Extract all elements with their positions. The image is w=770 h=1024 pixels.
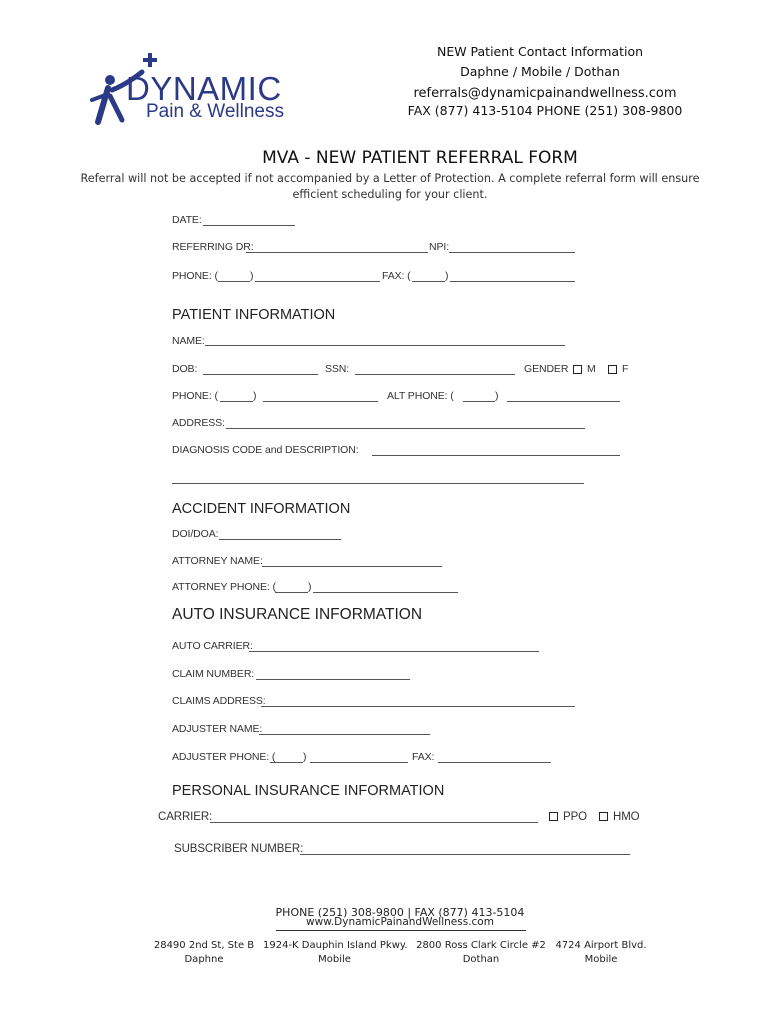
alt-phone-area-field[interactable] xyxy=(463,401,495,402)
hmo-label: HMO xyxy=(613,811,640,823)
claim-number-label: CLAIM NUMBER: xyxy=(172,668,255,680)
ppo-option[interactable] xyxy=(549,811,587,823)
gender-m-checkbox-icon[interactable] xyxy=(573,365,582,374)
form-note-line1: Referral will not be accepted if not accompanied by a Letter of Protection. A complete referral form will ensure xyxy=(80,172,700,185)
personal-carrier-field[interactable] xyxy=(210,822,538,823)
header-contact-title: NEW Patient Contact Information xyxy=(436,44,644,59)
ssn-label: SSN: xyxy=(325,363,350,375)
address-label: ADDRESS: xyxy=(172,417,225,429)
header-email[interactable]: referrals@dynamicpainandwellness.com xyxy=(413,86,677,101)
referral-phone-close: ) xyxy=(250,270,254,282)
patient-name-label: NAME: xyxy=(172,335,205,347)
adjuster-phone-close: ) xyxy=(303,751,307,763)
date-field[interactable] xyxy=(203,225,295,226)
attorney-phone-close: ) xyxy=(308,581,312,593)
patient-phone-field[interactable] xyxy=(263,401,378,402)
address-field[interactable] xyxy=(226,428,585,429)
diagnosis-field[interactable] xyxy=(372,455,620,456)
adjuster-fax-field[interactable] xyxy=(438,762,551,763)
ssn-field[interactable] xyxy=(355,374,515,375)
patient-name-field[interactable] xyxy=(205,345,565,346)
subscriber-number-field[interactable] xyxy=(300,854,630,855)
referring-dr-field[interactable] xyxy=(246,252,428,253)
ppo-label: PPO xyxy=(563,811,587,823)
auto-insurance-heading: AUTO INSURANCE INFORMATION xyxy=(172,606,423,623)
footer-divider xyxy=(276,930,526,931)
ppo-checkbox-icon[interactable] xyxy=(549,812,558,821)
footer-location-daphne xyxy=(145,940,263,965)
location-city: Mobile xyxy=(318,954,351,965)
footer-location-mobile-1 xyxy=(263,940,406,965)
company-logo xyxy=(82,50,302,130)
doi-field[interactable] xyxy=(219,539,341,540)
adjuster-name-field[interactable] xyxy=(259,734,430,735)
logo-word-dynamic: DYNAMIC xyxy=(126,70,282,107)
referral-phone-field[interactable] xyxy=(255,281,380,282)
footer-phone-fax: PHONE (251) 308-9800 | FAX (877) 413-5104 xyxy=(275,906,525,919)
patient-phone-label: PHONE: ( xyxy=(172,390,218,402)
footer-location-mobile-2 xyxy=(550,940,652,965)
auto-carrier-label: AUTO CARRIER: xyxy=(172,640,253,652)
referral-fax-field[interactable] xyxy=(450,281,575,282)
personal-carrier-label: CARRIER: xyxy=(158,811,213,823)
hmo-option[interactable] xyxy=(599,811,640,823)
attorney-phone-area-field[interactable] xyxy=(275,592,308,593)
claim-number-field[interactable] xyxy=(256,679,410,680)
referral-fax-area-field[interactable] xyxy=(412,281,445,282)
alt-phone-label: ALT PHONE: ( xyxy=(387,390,454,402)
claims-address-label: CLAIMS ADDRESS: xyxy=(172,695,266,707)
adjuster-phone-field[interactable] xyxy=(310,762,408,763)
claims-address-field[interactable] xyxy=(261,706,575,707)
personal-insurance-heading: PERSONAL INSURANCE INFORMATION xyxy=(172,783,445,799)
npi-field[interactable] xyxy=(449,252,575,253)
form-title: MVA - NEW PATIENT REFERRAL FORM xyxy=(262,148,578,168)
patient-info-heading: PATIENT INFORMATION xyxy=(172,307,336,323)
accident-info-heading: ACCIDENT INFORMATION xyxy=(172,501,351,517)
diagnosis-field-line2[interactable] xyxy=(172,483,584,484)
form-note-line2: efficient scheduling for your client. xyxy=(292,188,488,201)
adjuster-name-label: ADJUSTER NAME: xyxy=(172,723,263,735)
attorney-phone-field[interactable] xyxy=(313,592,458,593)
referral-fax-label: FAX: ( xyxy=(382,270,411,282)
footer-website[interactable]: www.DynamicPainandWellness.com xyxy=(306,916,494,928)
adjuster-phone-label: ADJUSTER PHONE: ( xyxy=(172,751,276,763)
patient-phone-close: ) xyxy=(253,390,257,402)
footer-location-dothan xyxy=(414,940,548,965)
gender-f-option[interactable] xyxy=(608,363,628,375)
attorney-phone-label: ATTORNEY PHONE: ( xyxy=(172,581,276,593)
auto-carrier-field[interactable] xyxy=(249,651,539,652)
location-street: 1924-K Dauphin Island Pkwy. xyxy=(263,940,408,951)
location-street: 28490 2nd St, Ste B xyxy=(153,940,255,951)
diagnosis-label: DIAGNOSIS CODE and DESCRIPTION: xyxy=(172,444,359,456)
alt-phone-field[interactable] xyxy=(507,401,620,402)
adjuster-phone-area-field[interactable] xyxy=(270,762,303,763)
gender-m-label: M xyxy=(587,363,596,375)
gender-m-option[interactable] xyxy=(573,363,596,375)
alt-phone-close: ) xyxy=(495,390,499,402)
adjuster-fax-label: FAX: xyxy=(412,751,435,763)
gender-f-checkbox-icon[interactable] xyxy=(608,365,617,374)
referring-dr-label: REFERRING DR: xyxy=(172,241,254,253)
referral-fax-close: ) xyxy=(445,270,449,282)
patient-phone-area-field[interactable] xyxy=(220,401,253,402)
header-locations: Daphne / Mobile / Dothan xyxy=(460,64,620,79)
attorney-name-field[interactable] xyxy=(262,566,442,567)
location-street: 4724 Airport Blvd. xyxy=(555,940,647,951)
dob-label: DOB: xyxy=(172,363,198,375)
location-street: 2800 Ross Clark Circle #2 xyxy=(416,940,546,951)
logo-word-pain-wellness: Pain & Wellness xyxy=(146,101,284,122)
gender-label: GENDER xyxy=(524,363,569,375)
dob-field[interactable] xyxy=(203,374,318,375)
subscriber-number-label: SUBSCRIBER NUMBER: xyxy=(174,843,304,855)
gender-f-label: F xyxy=(622,363,629,375)
location-city: Dothan xyxy=(462,954,500,965)
hmo-checkbox-icon[interactable] xyxy=(599,812,608,821)
location-city: Daphne xyxy=(184,954,224,965)
referral-phone-area-field[interactable] xyxy=(218,281,250,282)
doi-label: DOI/DOA: xyxy=(172,528,219,540)
header-fax-phone: FAX (877) 413-5104 PHONE (251) 308-9800 xyxy=(407,103,683,118)
referral-phone-label: PHONE: ( xyxy=(172,270,218,282)
date-label: DATE: xyxy=(172,214,202,226)
attorney-name-label: ATTORNEY NAME: xyxy=(172,555,263,567)
location-city: Mobile xyxy=(584,954,618,965)
npi-label: NPI: xyxy=(429,241,450,253)
